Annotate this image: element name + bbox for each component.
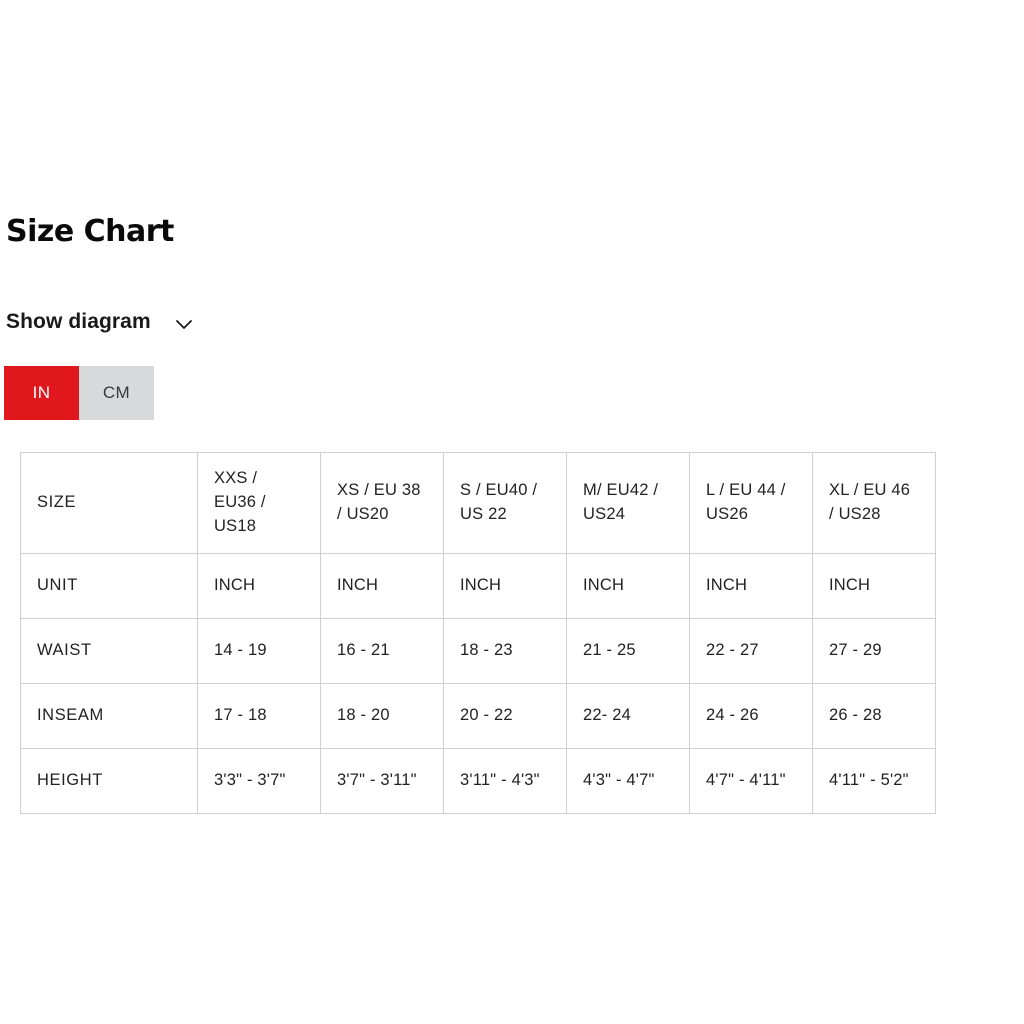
table-row bbox=[21, 683, 936, 748]
table-header-cell: XL / EU 46 / US28 bbox=[813, 453, 936, 554]
unit-toggle-in[interactable]: IN bbox=[4, 366, 79, 420]
table-header-cell: XXS / EU36 / US18 bbox=[198, 453, 321, 554]
table-row-label: HEIGHT bbox=[21, 748, 198, 813]
table-cell: 17 - 18 bbox=[198, 683, 321, 748]
table-cell: INCH bbox=[198, 553, 321, 618]
size-chart-table bbox=[20, 452, 936, 814]
table-cell: 27 - 29 bbox=[813, 618, 936, 683]
table-cell: 18 - 23 bbox=[444, 618, 567, 683]
table-cell: 14 - 19 bbox=[198, 618, 321, 683]
table-header-cell: L / EU 44 / US26 bbox=[690, 453, 813, 554]
show-diagram-label: Show diagram bbox=[6, 310, 151, 333]
table-cell: 22- 24 bbox=[567, 683, 690, 748]
table-cell: INCH bbox=[813, 553, 936, 618]
table-header-cell: XS / EU 38 / US20 bbox=[321, 453, 444, 554]
table-header-cell: S / EU40 / US 22 bbox=[444, 453, 567, 554]
table-cell: 26 - 28 bbox=[813, 683, 936, 748]
table-row bbox=[21, 618, 936, 683]
table-row bbox=[21, 748, 936, 813]
table-cell: 3'3" - 3'7" bbox=[198, 748, 321, 813]
chevron-down-icon[interactable] bbox=[173, 313, 195, 335]
unit-toggle-cm[interactable]: CM bbox=[79, 366, 154, 420]
table-header-row bbox=[21, 453, 936, 554]
table-cell: 16 - 21 bbox=[321, 618, 444, 683]
table-cell: 4'3" - 4'7" bbox=[567, 748, 690, 813]
table-row bbox=[21, 553, 936, 618]
table-cell: 4'11" - 5'2" bbox=[813, 748, 936, 813]
table-header-cell: M/ EU42 / US24 bbox=[567, 453, 690, 554]
table-cell: 20 - 22 bbox=[444, 683, 567, 748]
table-cell: INCH bbox=[444, 553, 567, 618]
table-cell: 3'7" - 3'11" bbox=[321, 748, 444, 813]
table-cell: 22 - 27 bbox=[690, 618, 813, 683]
table-row-label: UNIT bbox=[21, 553, 198, 618]
table-cell: INCH bbox=[321, 553, 444, 618]
table-cell: INCH bbox=[567, 553, 690, 618]
table-cell: 21 - 25 bbox=[567, 618, 690, 683]
show-diagram-toggle[interactable] bbox=[6, 310, 195, 334]
page-title: Size Chart bbox=[6, 214, 174, 249]
table-row-label: INSEAM bbox=[21, 683, 198, 748]
table-cell: INCH bbox=[690, 553, 813, 618]
table-cell: 3'11" - 4'3" bbox=[444, 748, 567, 813]
table-cell: 4'7" - 4'11" bbox=[690, 748, 813, 813]
table-cell: 24 - 26 bbox=[690, 683, 813, 748]
table-cell: 18 - 20 bbox=[321, 683, 444, 748]
table-header-cell: SIZE bbox=[21, 453, 198, 554]
table-row-label: WAIST bbox=[21, 618, 198, 683]
unit-toggle[interactable] bbox=[4, 366, 154, 420]
